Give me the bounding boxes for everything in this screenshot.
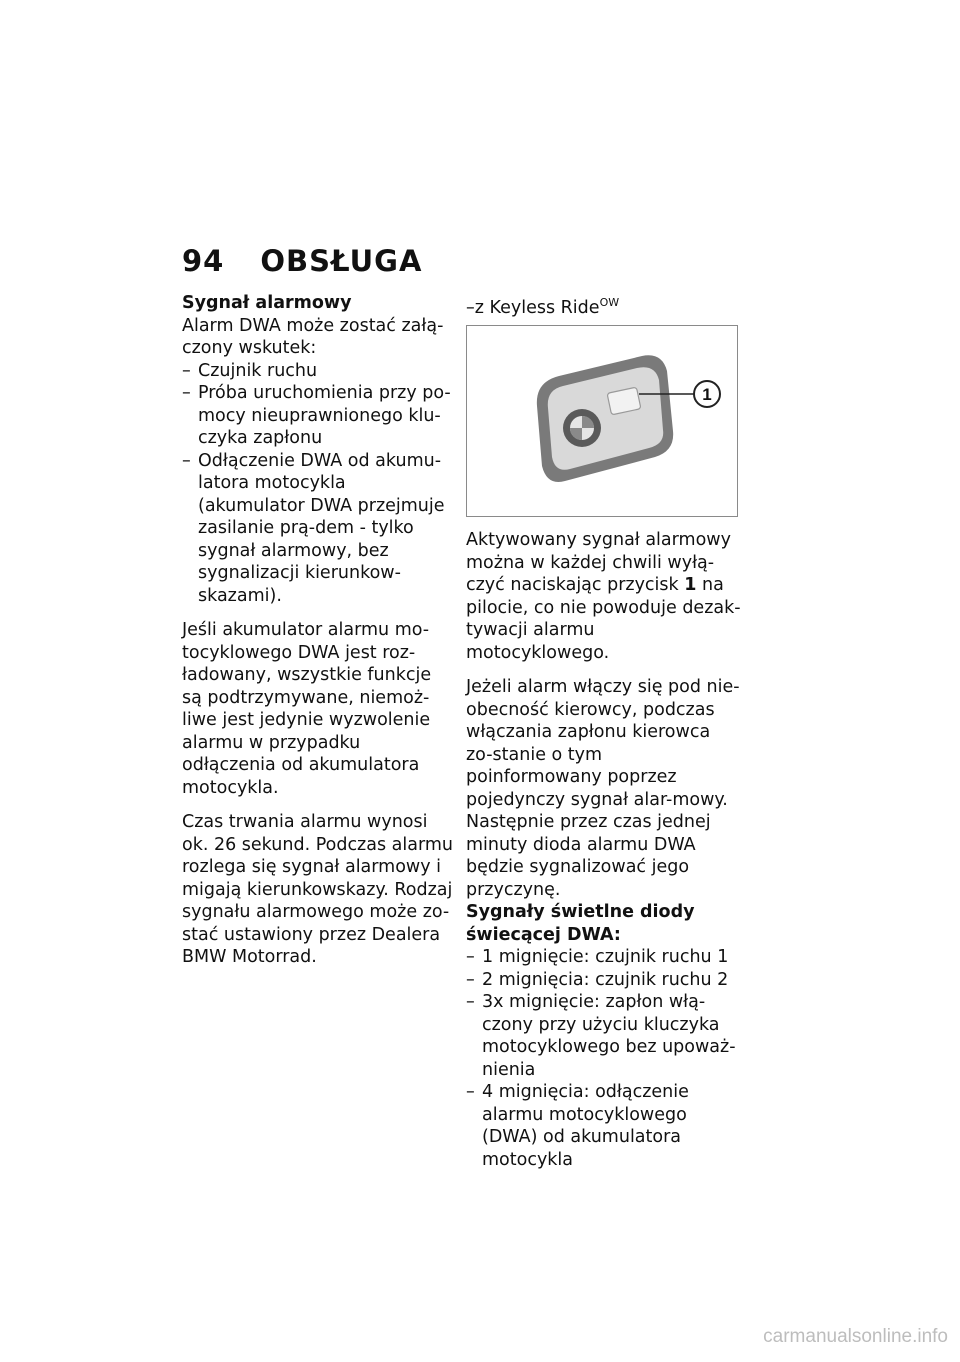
dash-bullet: – — [466, 297, 475, 318]
list-item: – Odłączenie DWA od akumu-latora motocykla (akumulator DWA przejmuje zasilanie prą-dem - tylko sygnał alarmowy, bez sygnalizacji kierunkow-skazami). — [182, 450, 445, 606]
key-fob-figure — [466, 325, 738, 517]
deactivate-paragraph: Aktywowany sygnał alarmowy można w każdej chwili wyłą-czyć naciskając przycisk 1 na pilocie, co nie powoduje dezak-tywacji alarmu motocyklowego. — [466, 530, 741, 663]
dash-bullet: – — [466, 1082, 475, 1103]
dash-bullet: – — [466, 992, 475, 1013]
list-item: – Czujnik ruchu — [182, 360, 318, 381]
led-signal-list — [466, 946, 742, 1171]
intro-text: Alarm DWA może zostać załą-czony wskutek: — [182, 315, 444, 358]
trigger-list — [182, 360, 454, 608]
battery-paragraph: Jeśli akumulator alarmu mo-tocyklowego DWA jest roz-ładowany, wszystkie funkcje są podtrzymywane, niemoż-liwe jest jedynie wyzwolenie alarmu w przypadku odłączenia od akumulatora motocykla. — [182, 620, 432, 798]
list-item: – 2 mignięcia: czujnik ruchu 2 — [466, 969, 729, 990]
alarm-signal-heading: Sygnał alarmowy — [182, 293, 352, 313]
led-signals-heading: Sygnały świetlne diody świecącej DWA: — [466, 902, 695, 945]
button-reference: 1 — [684, 575, 697, 596]
key-fob-illustration — [467, 326, 737, 516]
page-header — [182, 244, 422, 278]
right-column — [466, 292, 742, 1171]
dash-bullet: – — [182, 360, 191, 381]
watermark: carmanualsonline.info — [763, 1326, 948, 1347]
list-item: – Próba uruchomienia przy po-mocy nieuprawnionego klu-czyka zapłonu — [182, 383, 451, 448]
dash-bullet: – — [182, 383, 191, 403]
dash-bullet: – — [466, 969, 475, 990]
left-column — [182, 292, 454, 981]
dash-bullet: – — [466, 947, 475, 968]
dash-bullet: – — [182, 450, 191, 471]
absence-paragraph: Jeżeli alarm włączy się pod nie-obecność kierowcy, podczas włączania zapłonu kierowca zo-stanie o tym poinformowany poprzez pojedynczy sygnał alar-mowy. Następnie przez czas jednej minuty dioda alarmu DWA będzie sygnalizować jego przyczynę. — [466, 677, 740, 900]
list-item: – 1 mignięcie: czujnik ruchu 1 — [466, 947, 729, 968]
keyless-ride-label: –z Keyless Ride$^{OW}$ — [466, 296, 620, 318]
option-superscript: OW — [599, 296, 620, 309]
page-number: 94 — [182, 244, 225, 278]
list-item: – 3x mignięcie: zapłon włą-czony przy użyciu kluczyka motocyklowego bez upoważ-nienia — [466, 992, 736, 1080]
list-item: – 4 mignięcia: odłączenie alarmu motocyklowego (DWA) od akumulatora motocykla — [466, 1082, 689, 1170]
section-title: OBSŁUGA — [260, 244, 423, 278]
callout-number: 1 — [702, 385, 712, 405]
duration-paragraph: Czas trwania alarmu wynosi ok. 26 sekund. Podczas alarmu rozlega się sygnał alarmowy i migają kierunkowskazy. Rodzaj sygnału alarmowego może zo-stać ustawiony przez Dealera BMW Motorrad. — [182, 812, 453, 967]
